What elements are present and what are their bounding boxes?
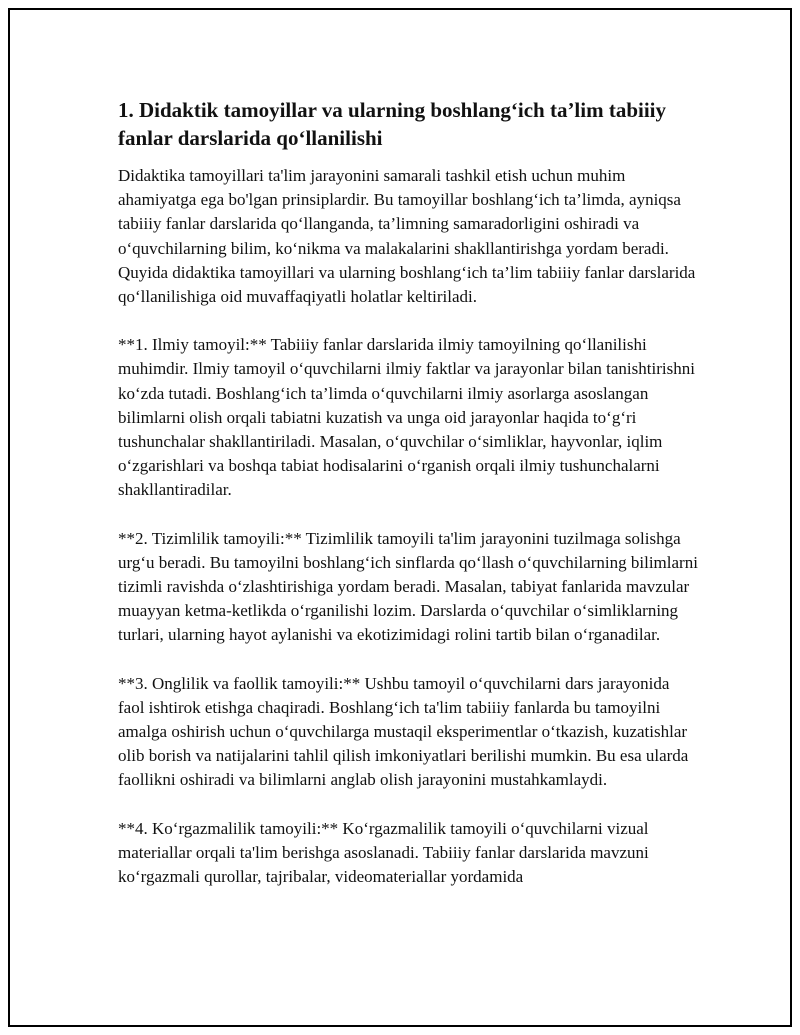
document-body	[118, 96, 703, 913]
paragraph-consciousness-activity-principle: **3. Onglilik va faollik tamoyili:** Ushbu tamoyil o‘quvchilarni dars jarayonida faol ishtirok etishga chaqiradi. Boshlang‘ich ta'lim tabiiiy fanlarda bu tamoyilni amalga oshirish uchun o‘quvchilarga mustaqil eksperimentlar o‘tkazish, kuzatishlar olib borish va natijalarini tahlil qilish imkoniyatlari berilishi mumkin. Bu esa ularda faollikni oshiradi va bilimlarni anglab olish jarayonini mustahkamlaydi.	[118, 673, 693, 790]
paragraph-systematic-principle: **2. Tizimlilik tamoyili:** Tizimlilik tamoyili ta'lim jarayonini tuzilmaga solishga urg‘u beradi. Bu tamoyilni boshlang‘ich sinflarda qo‘llash o‘quvchilarning bilimlarni tizimli ravishda o‘zlashtirishiga yordam beradi. Masalan, tabiyat fanlarida mavzular muayyan ketma-ketlikda o‘rganilishi lozim. Darslarda o‘quvchilar o‘simliklarning turlari, ularning hayot aylanishi va ekotizimidagi rolini tartib bilan o‘rganadilar.	[118, 528, 703, 645]
page	[8, 8, 792, 1027]
paragraph-scientific-principle: **1. Ilmiy tamoyil:** Tabiiiy fanlar darslarida ilmiy tamoyilning qo‘llanilishi muhimdir. Ilmiy tamoyil o‘quvchilarni ilmiy faktlar va jarayonlar bilan tanishtirishni ko‘zda tutadi. Boshlang‘ich ta’limda o‘quvchilarni ilmiy asorlarga asoslangan bilimlarni olish orqali tabiatni kuzatish va unga oid jarayonlar haqida to‘g‘ri tushunchalar shakllantiriladi. Masalan, o‘quvchilar o‘simliklar, hayvonlar, iqlim o‘zgarishlari va boshqa tabiat hodisalarini o‘rganish orqali ilmiy tushunchalarni shakllantiradilar.	[118, 335, 700, 500]
paragraph-visual-principle: **4. Ko‘rgazmalilik tamoyili:** Ko‘rgazmalilik tamoyili o‘quvchilarni vizual materiallar orqali ta'lim berishga asoslanadi. Tabiiiy fanlar darslarida mavzuni ko‘rgazmali qurollar, tajribalar, videomateriallar yordamida	[118, 818, 653, 887]
paragraph-intro: Didaktika tamoyillari ta'lim jarayonini samarali tashkil etish uchun muhim ahamiyatga ega bo'lgan prinsiplardir. Bu tamoyillar boshlang‘ich ta’limda, ayniqsa tabiiiy fanlar darslarida qo‘llanganda, ta’limning samaradorligini oshiradi va o‘quvchilarning bilim, ko‘nikma va malakalarini shakllantirishga yordam beradi. Quyida didaktika tamoyillari va ularning boshlang‘ich ta’lim tabiiiy fanlar darslarida qo‘llanilishiga oid muvaffaqiyatli holatlar keltiriladi.	[118, 166, 700, 307]
document-title: 1. Didaktik tamoyillar va ularning boshlang‘ich ta’lim tabiiiy fanlar darslarida qo‘llanilishi	[118, 98, 667, 150]
